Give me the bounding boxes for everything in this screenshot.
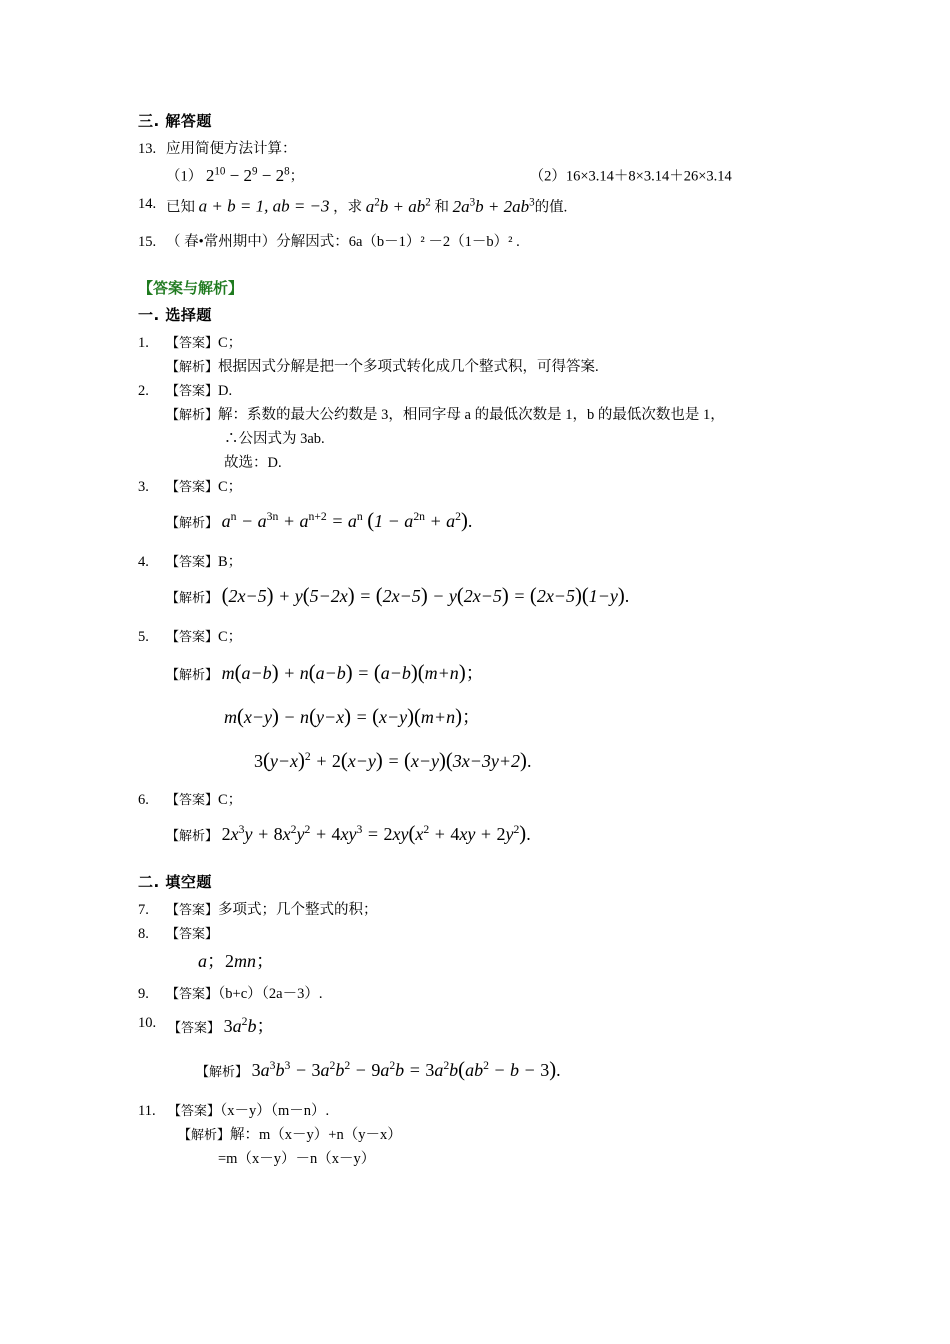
answer-5-formula-3: $3(y-x)^2 + 2(x-y) = (x-y)(3x-3y+2)$. bbox=[254, 749, 532, 772]
question-14-number: 14. bbox=[138, 196, 157, 213]
answer-3-analysis bbox=[138, 506, 818, 536]
answer-2-answer-line bbox=[166, 381, 818, 402]
answer-label: 【答案】 bbox=[166, 902, 219, 918]
answer-4-formula: (2x−5) + y(5−2x) = (2x−5) − y(2x−5) = (2x−5)(1−y). bbox=[221, 584, 630, 607]
answer-8-number: 8. bbox=[138, 925, 149, 942]
answer-9-value: （b+c）（2a－3）. bbox=[218, 986, 323, 1002]
answer-3-analysis-line bbox=[166, 506, 818, 536]
analysis-label: 【解析】 bbox=[166, 515, 219, 531]
answer-8-formula-wrap bbox=[138, 948, 818, 974]
answer-5 bbox=[138, 627, 818, 648]
answer-3-formula: $a^n - a^{3n} + a^{n+2} = a^n$ $(1 - a^{2n} + a^2)$. bbox=[221, 509, 473, 532]
analysis-label: 【解析】 bbox=[166, 359, 219, 375]
question-14-suffix: 的值. bbox=[534, 199, 568, 216]
answer-1-value: C； bbox=[218, 334, 243, 351]
answer-7-answer-line bbox=[166, 900, 818, 921]
answer-1-analysis-line bbox=[166, 357, 818, 378]
question-13-sub1-expr: $2^{10} - 2^9 - 2^8$ bbox=[205, 165, 290, 185]
question-13-sub2-label: （2） bbox=[529, 168, 566, 185]
answer-6-value: C； bbox=[218, 791, 243, 808]
answer-6-analysis-line bbox=[166, 819, 818, 849]
answer-5-analysis-line bbox=[166, 658, 818, 688]
answer-1-analysis bbox=[138, 357, 818, 378]
answer-5-number: 5. bbox=[138, 628, 149, 645]
answer-5-formula-1: m(a−b) + n(a−b) = (a−b)(m+n)； bbox=[221, 661, 484, 684]
answer-5-formula-2-line bbox=[166, 702, 818, 732]
answer-2-line2-wrap bbox=[138, 429, 818, 450]
answer-5-answer-line bbox=[166, 627, 818, 648]
answer-8-formula-line bbox=[166, 948, 818, 974]
section-heading-fill: 二. 填空题 bbox=[138, 872, 212, 891]
answer-10-analysis-line bbox=[168, 1055, 818, 1085]
analysis-label: 【解析】 bbox=[166, 407, 219, 423]
answer-3-answer-line bbox=[166, 477, 818, 498]
answer-11-number: 11. bbox=[138, 1103, 156, 1120]
answer-8 bbox=[138, 924, 818, 945]
answer-4-analysis-line bbox=[166, 581, 818, 611]
answer-11-value: （x－y）（m－n）. bbox=[220, 1103, 330, 1120]
question-14-and: 和 bbox=[434, 199, 449, 216]
answer-label: 【答案】 bbox=[166, 383, 219, 399]
answer-10-analysis bbox=[138, 1055, 818, 1085]
answer-label: 【答案】 bbox=[166, 792, 219, 808]
answer-10-formula: $3a^2b$； bbox=[223, 1015, 275, 1037]
answer-2-analysis bbox=[138, 405, 818, 426]
question-13-subparts bbox=[138, 163, 818, 188]
question-14-expr2: $2a^3b + 2ab^3$ bbox=[452, 196, 535, 216]
answer-9-number: 9. bbox=[138, 986, 149, 1002]
answer-label: 【答案】 bbox=[166, 987, 219, 1002]
analysis-label: 【解析】 bbox=[178, 1128, 231, 1144]
answer-11-answer-line bbox=[168, 1101, 818, 1122]
answer-3 bbox=[138, 477, 818, 498]
answer-1-analysis-text: 根据因式分解是把一个多项式转化成几个整式积，可得答案. bbox=[218, 358, 599, 375]
answer-5-value: C； bbox=[218, 628, 243, 645]
question-14-text bbox=[166, 194, 818, 219]
document-content bbox=[138, 110, 818, 1173]
answer-label: 【答案】 bbox=[166, 479, 219, 495]
question-14-mid: ，求 bbox=[333, 199, 363, 216]
answer-2-line3-wrap bbox=[138, 453, 818, 474]
answer-label: 【答案】 bbox=[168, 1104, 221, 1120]
question-14-expr1: $a^2b + ab^2$ bbox=[365, 196, 431, 216]
answer-2-number: 2. bbox=[138, 382, 149, 399]
question-14-condition: a + b = 1, ab = −3 bbox=[198, 196, 330, 216]
answer-label: 【答案】 bbox=[166, 629, 219, 645]
answer-11-line2: =m（x－y）－n（x－y） bbox=[218, 1151, 376, 1168]
answer-4-answer-line bbox=[166, 552, 818, 573]
answer-label: 【答案】 bbox=[166, 926, 219, 942]
answer-6 bbox=[138, 790, 818, 811]
answer-9-answer-line bbox=[166, 984, 818, 1005]
answers-heading: 【答案与解析】 bbox=[138, 278, 244, 297]
answer-3-value: C； bbox=[218, 478, 243, 495]
answer-11 bbox=[138, 1101, 818, 1122]
analysis-label: 【解析】 bbox=[166, 667, 219, 683]
analysis-label: 【解析】 bbox=[166, 590, 219, 606]
answer-5-formula-3-line bbox=[166, 746, 818, 776]
question-14-prefix: 已知 bbox=[166, 199, 195, 216]
answer-11-analysis-text: 解：m（x－y）+n（y－x） bbox=[230, 1127, 402, 1144]
answer-11-analysis bbox=[138, 1125, 818, 1146]
answer-6-answer-line bbox=[166, 790, 818, 811]
answer-7 bbox=[138, 900, 818, 921]
question-13-sub1-end: ； bbox=[289, 168, 305, 185]
answer-5-analysis bbox=[138, 658, 818, 688]
answer-1-answer-line bbox=[166, 333, 818, 354]
answer-10-number: 10. bbox=[138, 1015, 157, 1032]
answer-5-formula-3-wrap bbox=[138, 746, 818, 776]
answer-10-analysis-formula: $3a^3b^3 - 3a^2b^2 - 9a^2b = 3a^2b(ab^2 - b - 3)$. bbox=[251, 1059, 561, 1082]
answer-2-value: D. bbox=[218, 382, 233, 399]
answer-8-formula: a；2mn； bbox=[198, 950, 274, 971]
analysis-label: 【解析】 bbox=[196, 1065, 249, 1081]
question-13 bbox=[138, 139, 818, 160]
answer-9 bbox=[138, 984, 818, 1005]
section-heading-choice: 一. 选择题 bbox=[138, 305, 212, 324]
answer-2-line3: 故选：D. bbox=[224, 454, 282, 471]
answer-4-number: 4. bbox=[138, 553, 149, 570]
answer-label: 【答案】 bbox=[166, 335, 219, 351]
answer-2-analysis-line bbox=[166, 405, 818, 426]
answer-7-number: 7. bbox=[138, 901, 149, 918]
question-13-sub1-label: （1） bbox=[166, 168, 203, 185]
question-14 bbox=[138, 194, 818, 219]
question-13-sub2 bbox=[530, 169, 732, 185]
answer-2 bbox=[138, 381, 818, 402]
answer-2-analysis-text: 解：系数的最大公约数是 3，相同字母 a 的最低次数是 1，b 的最低次数也是 1， bbox=[218, 406, 725, 423]
question-15-number: 15. bbox=[138, 233, 157, 250]
section-heading-answer-questions: 三. 解答题 bbox=[138, 112, 212, 130]
answer-11-analysis-line bbox=[168, 1125, 818, 1146]
answer-5-formula-2: m(x−y) − n(y−x) = (x−y)(m+n)； bbox=[224, 705, 480, 728]
answer-4-value: B； bbox=[218, 553, 243, 570]
answer-6-analysis bbox=[138, 819, 818, 849]
answer-6-formula: $2x^3y + 8x^2y^2 + 4xy^3 = 2xy(x^2 + 4xy + 2y^2)$. bbox=[221, 822, 531, 845]
answer-label: 【答案】 bbox=[166, 554, 219, 570]
question-13-sub1 bbox=[166, 163, 526, 188]
answer-1 bbox=[138, 333, 818, 354]
answer-6-number: 6. bbox=[138, 791, 149, 808]
question-13-number: 13. bbox=[138, 141, 157, 157]
answer-3-number: 3. bbox=[138, 478, 149, 495]
answer-8-answer-line bbox=[166, 924, 818, 945]
answer-4 bbox=[138, 552, 818, 573]
analysis-label: 【解析】 bbox=[166, 828, 219, 844]
answer-5-formula-2-wrap bbox=[138, 702, 818, 732]
answer-label: 【答案】 bbox=[168, 1021, 221, 1037]
answer-11-line2-wrap bbox=[138, 1149, 818, 1170]
answer-7-value: 多项式；几个整式的积； bbox=[218, 901, 378, 918]
question-13-sub-row bbox=[166, 163, 818, 188]
answer-4-analysis bbox=[138, 581, 818, 611]
answer-10-answer-line bbox=[168, 1013, 818, 1039]
answer-10 bbox=[138, 1013, 818, 1039]
question-13-text: 应用简便方法计算： bbox=[166, 141, 297, 157]
question-15-text: （ 春•常州期中）分解因式：6a（b－1）² －2（1－b）² . bbox=[166, 233, 520, 250]
question-15 bbox=[138, 232, 818, 253]
answer-2-line2: ∴公因式为 3ab. bbox=[224, 430, 325, 447]
answer-1-number: 1. bbox=[138, 334, 149, 351]
question-13-sub2-text: 16×3.14＋8×3.14＋26×3.14 bbox=[565, 168, 732, 185]
